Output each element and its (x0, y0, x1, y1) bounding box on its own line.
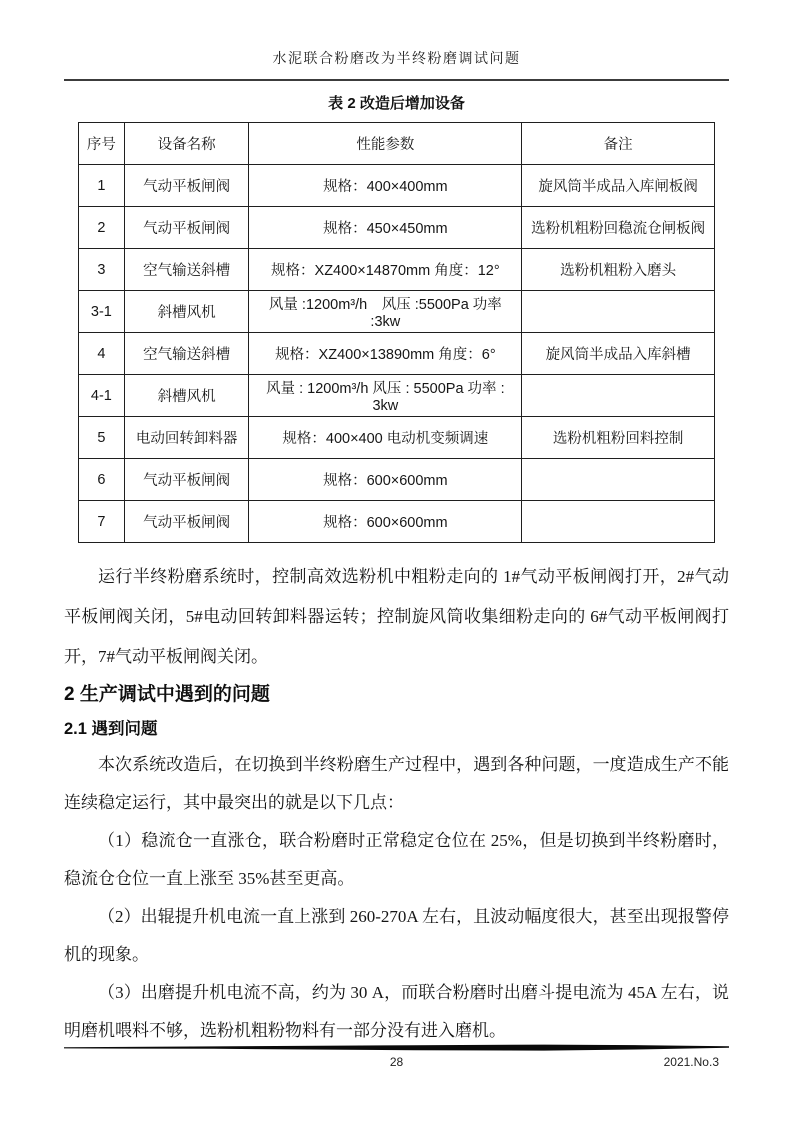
paragraph-operation-description: 运行半终粉磨系统时，控制高效选粉机中粗粉走向的 1#气动平板闸阀打开，2#气动平板闸阀关闭，5#电动回转卸料器运转；控制旋风筒收集细粉走向的 6#气动平板闸阀打开，7#气动平板闸阀关闭。 (64, 567, 729, 666)
cell-name: 气动平板闸阀 (124, 459, 249, 501)
cell-params: 规格：450×450mm (249, 207, 522, 249)
cell-serial: 4 (79, 333, 125, 375)
cell-name: 斜槽风机 (124, 375, 249, 417)
equipment-table (78, 122, 715, 543)
paragraph-intro: 本次系统改造后，在切换到半终粉磨生产过程中，遇到各种问题，一度造成生产不能连续稳定运行，其中最突出的就是以下几点： (64, 755, 729, 812)
cell-note (522, 375, 715, 417)
table-row (79, 501, 715, 543)
table-row (79, 249, 715, 291)
cell-serial: 6 (79, 459, 125, 501)
cell-params: 风量 : 1200m³/h 风压 : 5500Pa 功率 : 3kw (249, 375, 522, 417)
cell-params: 规格：600×600mm (249, 501, 522, 543)
column-header-remarks: 备注 (522, 123, 715, 165)
section-heading: 2 生产调试中遇到的问题 (64, 684, 270, 705)
cell-serial: 7 (79, 501, 125, 543)
footer-rule (64, 1044, 729, 1052)
page-number: 28 (389, 1055, 404, 1069)
cell-note: 旋风筒半成品入库斜槽 (522, 333, 715, 375)
table-row (79, 375, 715, 417)
footer-text-row (64, 1054, 729, 1070)
column-header-performance-params: 性能参数 (249, 123, 522, 165)
cell-serial: 1 (79, 165, 125, 207)
body-text (64, 557, 729, 1050)
cell-params: 规格：XZ400×14870mm 角度：12° (249, 249, 522, 291)
table-row (79, 417, 715, 459)
issue-label: 2021.No.3 (663, 1055, 719, 1069)
column-header-equipment-name: 设备名称 (124, 123, 249, 165)
cell-params: 规格：400×400mm (249, 165, 522, 207)
cell-params: 规格：400×400 电动机变频调速 (249, 417, 522, 459)
running-header-title: 水泥联合粉磨改为半终粉磨调试问题 (64, 50, 729, 81)
table-row (79, 291, 715, 333)
paragraph-problem-3: （3）出磨提升机电流不高，约为 30 A，而联合粉磨时出磨斗提电流为 45A 左右，说明磨机喂料不够，选粉机粗粉物料有一部分没有进入磨机。 (64, 983, 729, 1040)
cell-note: 旋风筒半成品入库闸板阀 (522, 165, 715, 207)
cell-note: 选粉机粗粉入磨头 (522, 249, 715, 291)
paragraph-problem-2: （2）出辊提升机电流一直上涨到 260-270A 左右，且波动幅度很大，甚至出现报警停机的现象。 (64, 907, 729, 964)
table-caption: 表 2 改造后增加设备 (328, 95, 465, 112)
cell-note: 选粉机粗粉回稳流仓闸板阀 (522, 207, 715, 249)
subsection-heading: 2.1 遇到问题 (64, 720, 158, 738)
cell-note: 选粉机粗粉回料控制 (522, 417, 715, 459)
cell-name: 空气输送斜槽 (124, 249, 249, 291)
table-row (79, 333, 715, 375)
table-row (79, 165, 715, 207)
cell-serial: 3 (79, 249, 125, 291)
cell-note (522, 501, 715, 543)
table-row (79, 207, 715, 249)
table-row (79, 459, 715, 501)
cell-serial: 2 (79, 207, 125, 249)
cell-serial: 3-1 (79, 291, 125, 333)
paragraph-problem-1: （1）稳流仓一直涨仓，联合粉磨时正常稳定仓位在 25%，但是切换到半终粉磨时，稳流仓仓位一直上涨至 35%甚至更高。 (64, 831, 729, 888)
cell-note (522, 459, 715, 501)
cell-note (522, 291, 715, 333)
cell-name: 斜槽风机 (124, 291, 249, 333)
cell-name: 电动回转卸料器 (124, 417, 249, 459)
cell-serial: 4-1 (79, 375, 125, 417)
cell-name: 气动平板闸阀 (124, 207, 249, 249)
cell-serial: 5 (79, 417, 125, 459)
page-footer (64, 1044, 729, 1070)
cell-name: 气动平板闸阀 (124, 165, 249, 207)
cell-params: 规格：600×600mm (249, 459, 522, 501)
cell-name: 空气输送斜槽 (124, 333, 249, 375)
cell-params: 规格：XZ400×13890mm 角度：6° (249, 333, 522, 375)
table-header-row (79, 123, 715, 165)
cell-params: 风量 :1200m³/h 风压 :5500Pa 功率 :3kw (249, 291, 522, 333)
cell-name: 气动平板闸阀 (124, 501, 249, 543)
column-header-serial: 序号 (79, 123, 125, 165)
